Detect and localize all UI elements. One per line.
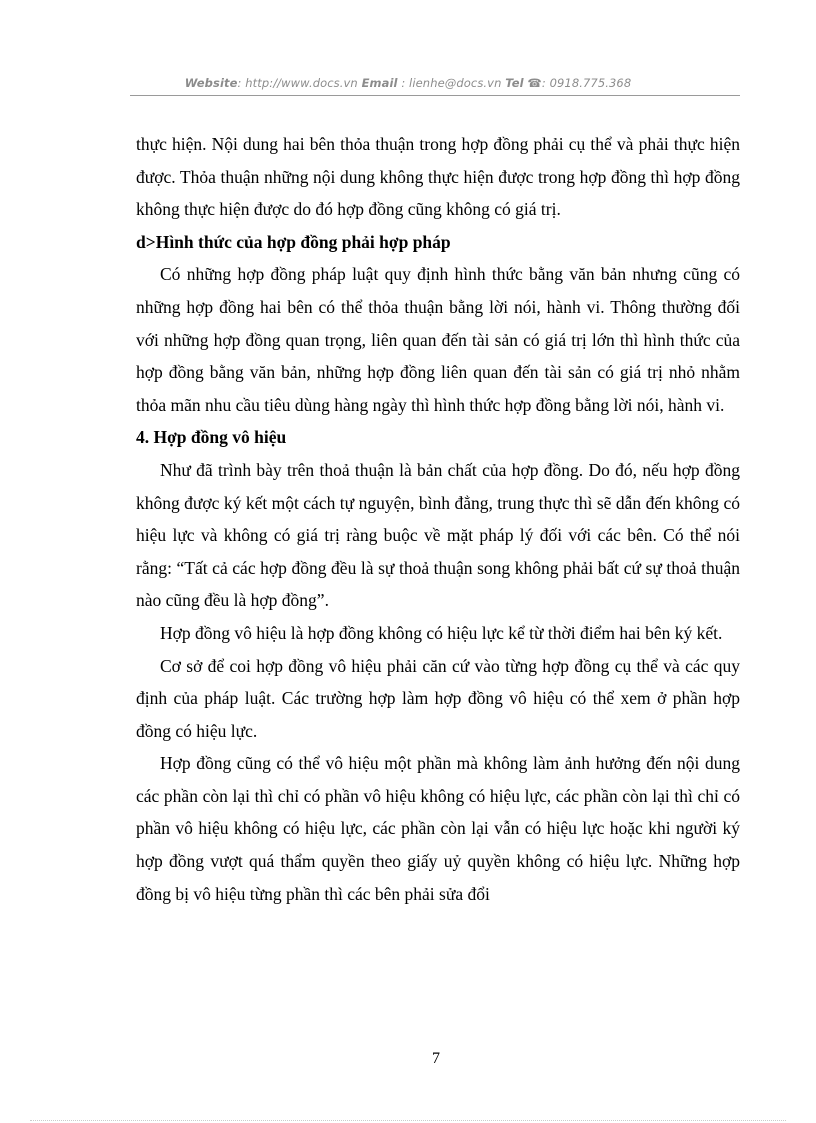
page-header	[0, 76, 816, 90]
paragraph-2: Có những hợp đồng pháp luật quy định hình thức bằng văn bản nhưng cũng có những hợp đồng hai bên có thể thỏa thuận bằng lời nói, hành vi. Thông thường đối với những hợp đồng quan trọng, liên quan đến tài sản có giá trị lớn thì hình thức của hợp đồng bằng văn bản, những hợp đồng liên quan đến tài sản có giá trị nhỏ nhằm thỏa mãn nhu cầu tiêu dùng hàng ngày thì hình thức hợp đồng bằng lời nói, hành vi.	[136, 264, 740, 415]
telephone-icon: ☎	[527, 76, 542, 90]
header-divider	[130, 95, 740, 96]
website-label: Website	[184, 76, 238, 90]
email-value: : lienhe@docs.vn	[401, 76, 502, 90]
paragraph-4: Hợp đồng vô hiệu là hợp đồng không có hiệu lực kể từ thời điểm hai bên ký kết.	[160, 622, 723, 643]
paragraph-1: thực hiện. Nội dung hai bên thỏa thuận trong hợp đồng phải cụ thể và phải thực hiện được. Thỏa thuận những nội dung không thực hiện được trong hợp đồng thì hợp đồng không thực hiện được do đó hợp đồng cũng không có giá trị.	[136, 134, 740, 220]
heading-4: 4. Hợp đồng vô hiệu	[136, 427, 287, 448]
page-number: 7	[432, 1050, 440, 1067]
tel-label: Tel	[505, 76, 524, 90]
paragraph-5: Cơ sở để coi hợp đồng vô hiệu phải căn cứ vào từng hợp đồng cụ thể và các quy định của pháp luật. Các trường hợp làm hợp đồng vô hiệu có thể xem ở phần hợp đồng có hiệu lực.	[136, 655, 740, 741]
paragraph-6: Hợp đồng cũng có thể vô hiệu một phần mà không làm ảnh hưởng đến nội dung các phần còn lại thì chỉ có phần vô hiệu không có hiệu lực, các phần còn lại thì chỉ có phần vô hiệu không có hiệu lực, các phần còn lại vẫn có hiệu lực hoặc khi người ký hợp đồng vượt quá thẩm quyền theo giấy uỷ quyền không có hiệu lực. Những hợp đồng bị vô hiệu từng phần thì các bên phải sửa đổi	[136, 753, 740, 904]
document-body	[136, 128, 740, 910]
tel-value: : 0918.775.368	[541, 76, 632, 90]
page-bottom-border	[30, 1120, 786, 1121]
paragraph-3: Như đã trình bày trên thoả thuận là bản chất của hợp đồng. Do đó, nếu hợp đồng không được ký kết một cách tự nguyện, bình đẳng, trung thực thì sẽ dẫn đến không có hiệu lực và không có giá trị ràng buộc về mặt pháp lý đối với các bên. Có thể nói rằng: “Tất cả các hợp đồng đều là sự thoả thuận song không phải bất cứ sự thoả thuận nào cũng đều là hợp đồng”.	[136, 459, 740, 611]
website-value: : http://www.docs.vn	[237, 76, 358, 90]
email-label: Email	[361, 76, 398, 90]
heading-d: d>Hình thức của hợp đồng phải hợp pháp	[136, 231, 451, 252]
